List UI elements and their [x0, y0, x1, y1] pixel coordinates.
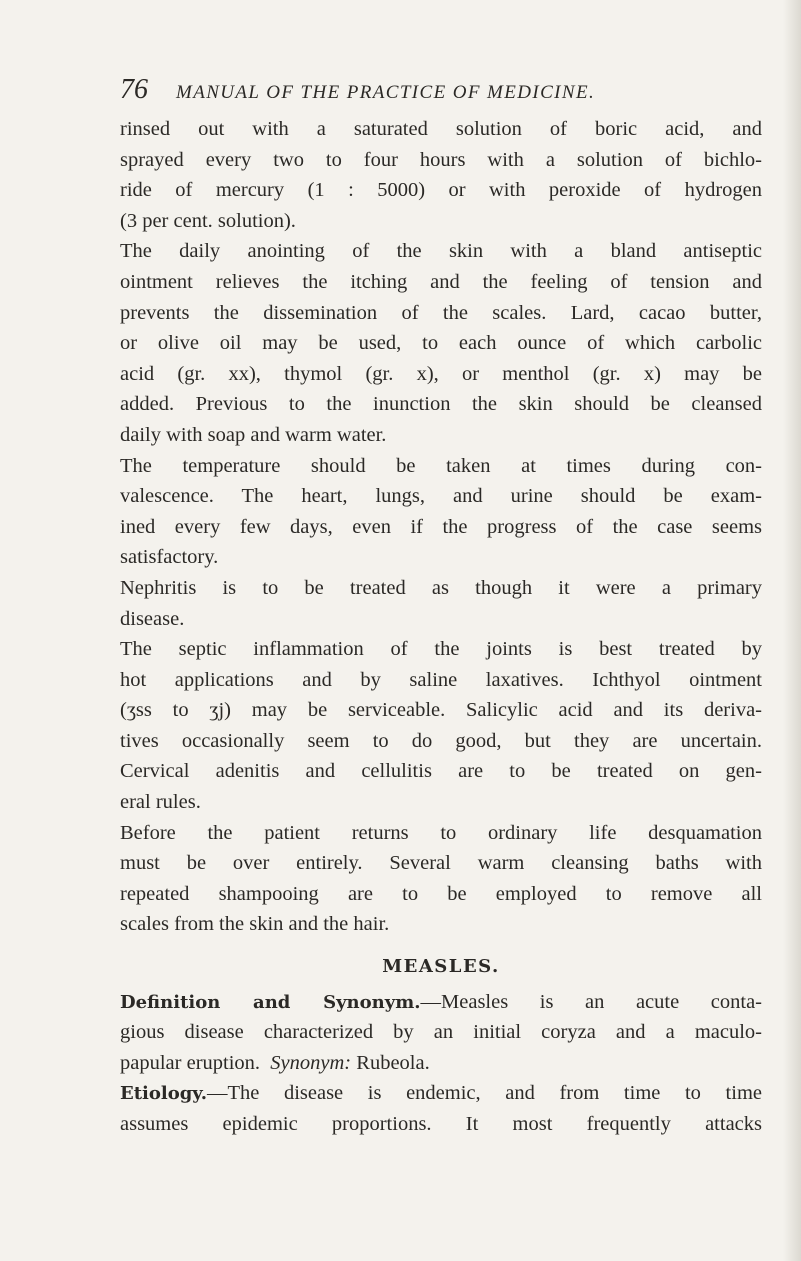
text-line: (ʒss to ʒj) may be serviceable. Salicylic acid and its deriva- — [120, 699, 762, 722]
etiology-text: —The disease is endemic, and from time to time — [206, 1082, 762, 1105]
text-line: eral rules. — [120, 791, 201, 814]
synonym-label: Synonym: — [270, 1051, 352, 1074]
page-edge-shadow — [783, 0, 801, 1261]
synonym-value: Rubeola. — [356, 1051, 430, 1074]
text-line: prevents the dissemination of the scales. Lard, cacao butter, — [120, 301, 762, 324]
page-number: 76 — [120, 74, 148, 105]
text-line: disease. — [120, 607, 185, 630]
text-line: ointment relieves the itching and the feeling of tension and — [120, 270, 762, 293]
text-line: sprayed every two to four hours with a solution of bichlo- — [120, 148, 762, 171]
text-line: ride of mercury (1 : 5000) or with peroxide of hydrogen — [120, 179, 762, 202]
text-line: rinsed out with a saturated solution of boric acid, and — [120, 118, 762, 140]
text-line: The daily anointing of the skin with a bland antiseptic — [120, 240, 762, 263]
text-line: valescence. The heart, lungs, and urine should be exam- — [120, 485, 762, 508]
text-line: scales from the skin and the hair. — [120, 913, 390, 936]
definition-text-end: papular eruption. — [120, 1051, 261, 1074]
page-header — [120, 74, 760, 114]
text-line: or olive oil may be used, to each ounce of which carbolic — [120, 332, 762, 355]
etiology-line — [120, 1078, 762, 1109]
text-line: Nephritis is to be treated as though it were a primary — [120, 576, 762, 599]
running-title: MANUAL OF THE PRACTICE OF MEDICINE. — [176, 82, 596, 103]
etiology-heading: Etiology. — [120, 1083, 207, 1105]
definition-line — [120, 987, 762, 1018]
text-line: acid (gr. xx), thymol (gr. x), or menthol (gr. x) may be — [120, 362, 762, 385]
definition-heading: Definition and Synonym. — [120, 991, 421, 1013]
text-line: The septic inflammation of the joints is best treated by — [120, 638, 762, 661]
section-heading: MEASLES. — [382, 956, 500, 978]
text-line: tives occasionally seem to do good, but they are uncertain. — [120, 729, 762, 752]
text-line: daily with soap and warm water. — [120, 423, 387, 446]
text-line: satisfactory. — [120, 546, 219, 569]
synonym-line — [120, 1048, 762, 1079]
text-line: must be over entirely. Several warm cleansing baths with — [120, 852, 762, 875]
definition-text: —Measles is an acute conta- — [420, 990, 762, 1013]
text-line: Before the patient returns to ordinary life desquamation — [120, 821, 762, 844]
text-line: The temperature should be taken at times during con- — [120, 454, 762, 477]
text-line: repeated shampooing are to be employed to remove all — [120, 882, 762, 905]
body-text — [120, 114, 762, 1140]
text-line: assumes epidemic proportions. It most frequently attacks — [120, 1113, 762, 1135]
text-line: Cervical adenitis and cellulitis are to be treated on gen- — [120, 760, 762, 783]
text-line: ined every few days, even if the progress of the case seems — [120, 515, 762, 538]
text-line: added. Previous to the inunction the skin should be cleansed — [120, 393, 762, 416]
text-line: gious disease characterized by an initial coryza and a maculo- — [120, 1021, 762, 1044]
text-line: hot applications and by saline laxatives. Ichthyol ointment — [120, 668, 762, 691]
text-line: (3 per cent. solution). — [120, 209, 296, 232]
